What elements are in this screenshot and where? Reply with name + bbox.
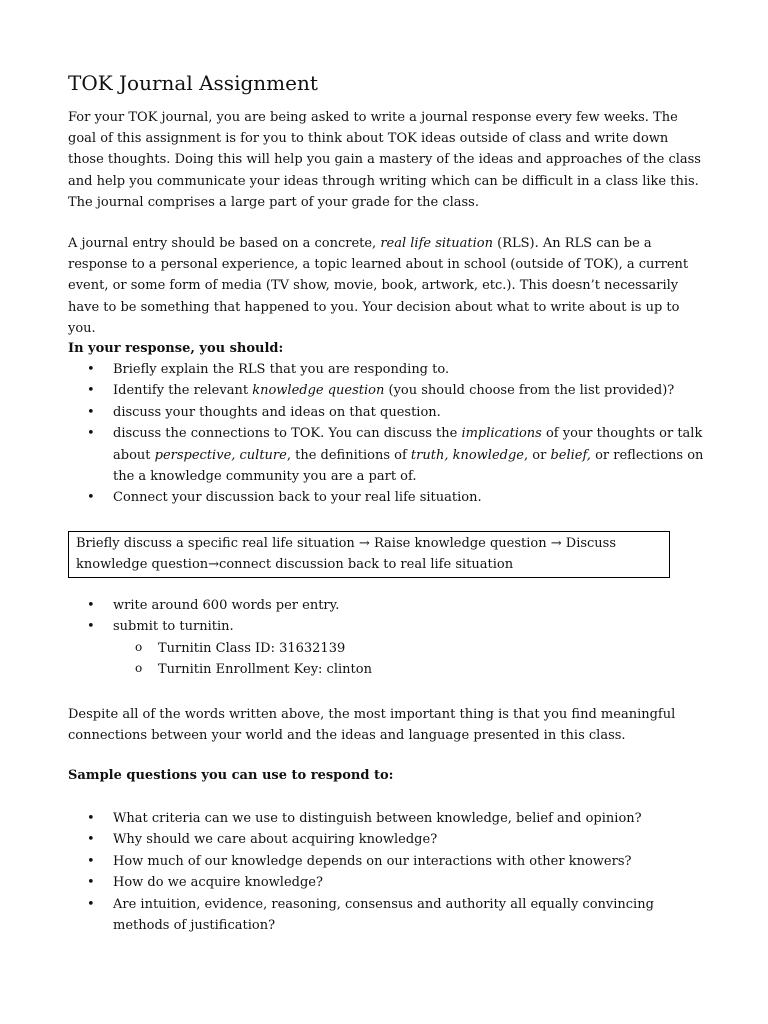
list-item: • What criteria can we use to distinguish between knowledge, belief and opinion? xyxy=(68,808,708,829)
item-text: Identify the relevant xyxy=(113,383,253,399)
list-item xyxy=(68,616,708,680)
item-text: , the definitions of xyxy=(286,447,411,463)
item-emphasis: implications xyxy=(461,426,542,442)
item-text: of your thoughts or talk about xyxy=(113,426,703,463)
item-emphasis: perspective, culture xyxy=(154,447,287,463)
item-text: or reflections on the a knowledge community you are a part of. xyxy=(113,447,704,485)
intro-paragraph: For your TOK journal, you are being asked to write a journal response every few weeks. The goal of this assignment is for you to think about TOK ideas outside of class and write down those thoughts. Doing this will help you gain a mastery of the ideas and approaches of the class and help you communicate your ideas through writing which can be difficult in a class like this. The journal comprises a large part of your grade for the class. xyxy=(68,110,701,210)
turnitin-class-id: o Turnitin Class ID: 31632139 xyxy=(113,638,708,659)
item-text: submit to turnitin. xyxy=(113,619,234,635)
item-text: discuss the connections to TOK. You can discuss the xyxy=(113,426,462,442)
item-emphasis: belief, xyxy=(550,447,591,463)
item-text: (you should choose from the list provided)? xyxy=(384,383,675,399)
response-heading: In your response, you should: xyxy=(68,341,284,356)
list-item: • write around 600 words per entry. xyxy=(68,595,708,616)
item-text: , or xyxy=(523,447,551,463)
page-title: TOK Journal Assignment xyxy=(68,71,318,95)
process-flow-box: Briefly discuss a specific real life situation → Raise knowledge question → Discuss knowledge question→connect discussion back to real life situation xyxy=(68,531,670,578)
response-list xyxy=(68,359,708,509)
list-item xyxy=(68,380,708,401)
list-item: • How much of our knowledge depends on our interactions with other knowers? xyxy=(68,851,708,872)
sample-questions-list xyxy=(68,808,708,936)
closing-paragraph: Despite all of the words written above, the most important thing is that you find meaningful connections between your world and the ideas and language presented in this class. xyxy=(68,707,676,744)
item-emphasis: truth, knowledge xyxy=(410,447,524,463)
rls-paragraph xyxy=(68,233,708,339)
requirements-list xyxy=(68,595,708,681)
list-item xyxy=(68,423,708,487)
rls-emphasis: real life situation xyxy=(380,236,493,251)
list-item: • Are intuition, evidence, reasoning, consensus and authority all equally convincing methods of justification? xyxy=(68,894,708,937)
list-item: • Why should we care about acquiring knowledge? xyxy=(68,829,708,850)
list-item: • Connect your discussion back to your real life situation. xyxy=(68,487,708,508)
item-emphasis: knowledge question xyxy=(252,383,385,399)
turnitin-details-list xyxy=(113,638,708,681)
sample-questions-heading: Sample questions you can use to respond to: xyxy=(68,768,394,783)
list-item: • Briefly explain the RLS that you are responding to. xyxy=(68,359,708,380)
rls-text-1: A journal entry should be based on a concrete, xyxy=(68,236,381,251)
list-item: • How do we acquire knowledge? xyxy=(68,872,708,893)
turnitin-enrollment-key: o Turnitin Enrollment Key: clinton xyxy=(113,659,708,680)
list-item: • discuss your thoughts and ideas on that question. xyxy=(68,402,708,423)
rls-text-2: (RLS). An RLS can be a response to a personal experience, a topic learned about in school (outside of TOK), a current event, or some form of media (TV show, movie, book, artwork, etc.). This doesn’t necessarily have to be something that happened to you. Your decision about what to write about is up to you. xyxy=(68,236,689,336)
